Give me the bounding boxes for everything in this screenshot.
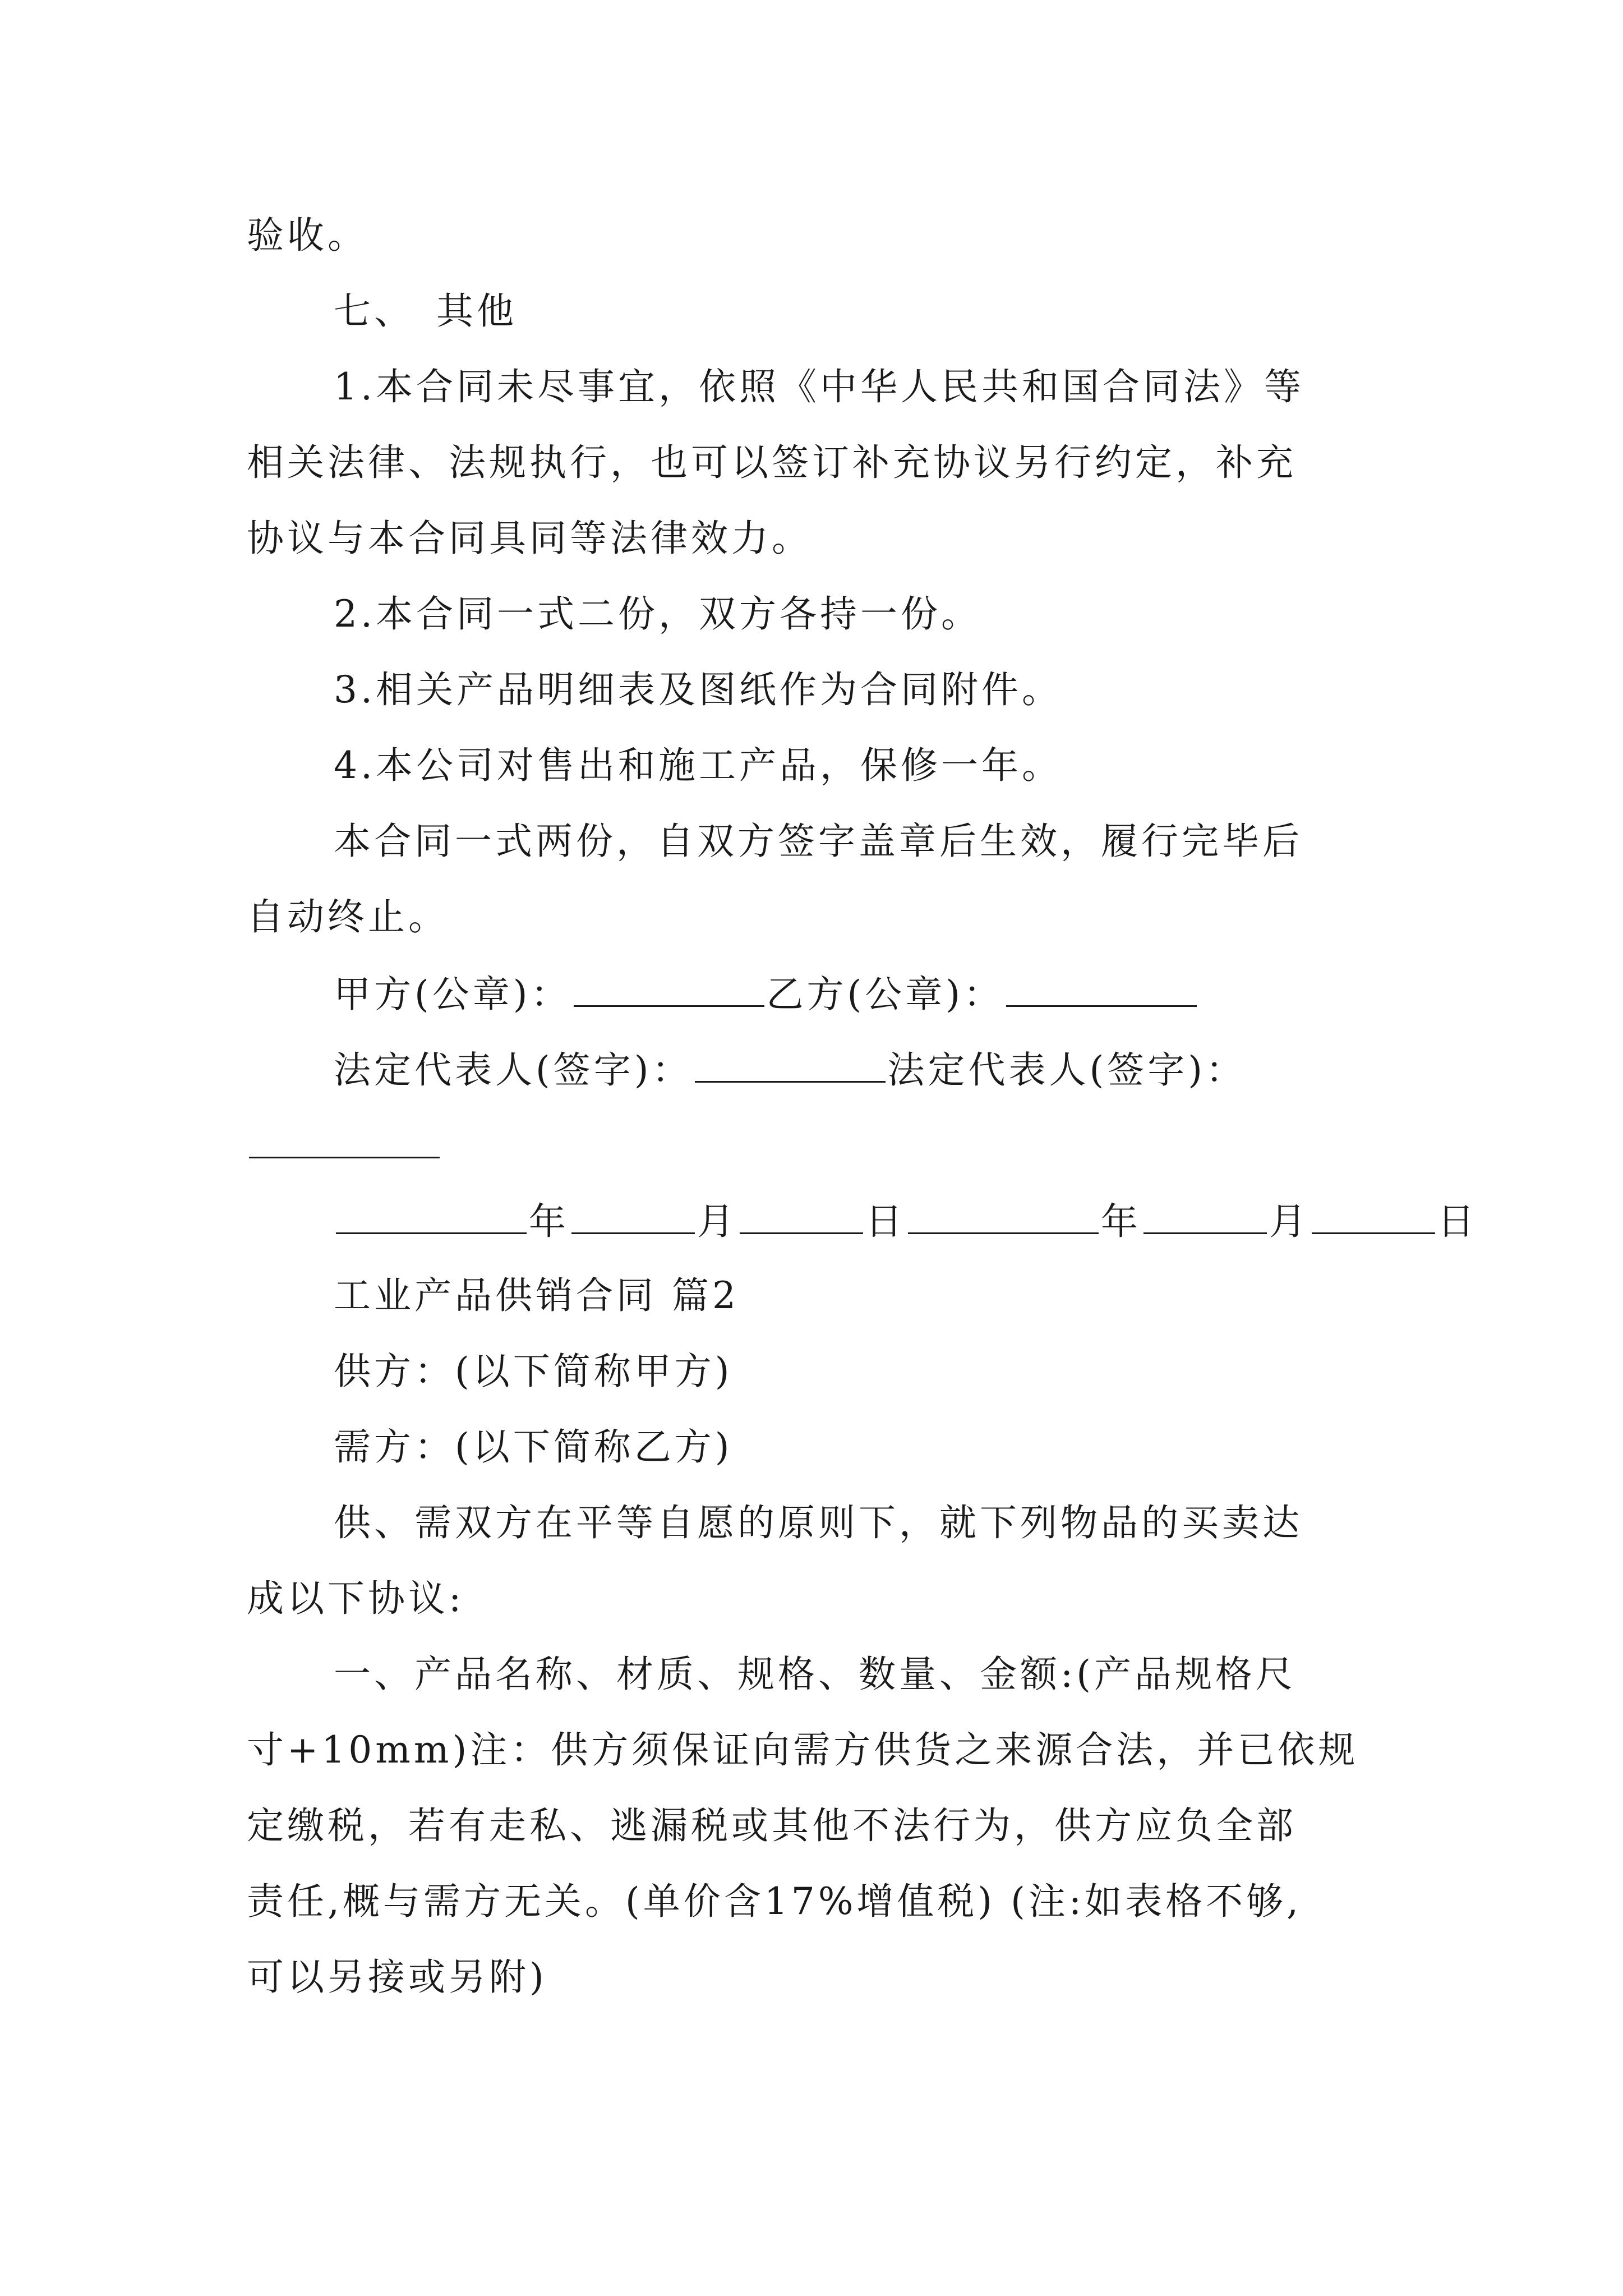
year-label-a: 年	[529, 1200, 569, 1243]
paragraph-line: 验收。	[247, 214, 368, 257]
paragraph-line: 可以另接或另附)	[247, 1955, 547, 1999]
party-b-seal-label: 乙方(公章)：	[766, 973, 1004, 1016]
month-label-a: 月	[697, 1200, 737, 1243]
paragraph-line: 供方：(以下简称甲方)	[334, 1350, 733, 1393]
party-a-seal-blank	[574, 970, 764, 1007]
signature-rep-line	[334, 1046, 1246, 1093]
paragraph-line: 责任,概与需方无关。(单价含17%增值税) (注:如表格不够,	[247, 1880, 1302, 1923]
paragraph-line: 相关法律、法规执行，也可以签订补充协议另行约定，补充	[247, 441, 1297, 484]
day-label-a: 日	[865, 1200, 906, 1243]
paragraph-line: 自动终止。	[247, 895, 449, 938]
year-blank-a	[336, 1198, 527, 1234]
paragraph-line: 3.相关产品明细表及图纸作为合同附件。	[334, 668, 1062, 711]
day-blank-a	[740, 1198, 863, 1234]
paragraph-line: 供、需双方在平等自愿的原则下，就下列物品的买卖达	[334, 1501, 1303, 1544]
party-b-rep-label: 法定代表人(签字)：	[887, 1048, 1246, 1092]
signature-rep-continuation	[247, 1122, 442, 1168]
paragraph-line: 协议与本合同具同等法律效力。	[247, 517, 812, 560]
party-a-rep-blank	[695, 1046, 886, 1083]
signature-party-line	[334, 970, 1199, 1017]
month-label-b: 月	[1269, 1200, 1310, 1243]
paragraph-line: 4.本公司对售出和施工产品，保修一年。	[334, 744, 1062, 787]
paragraph-line: 1.本合同未尽事宜，依照《中华人民共和国合同法》等	[334, 365, 1304, 408]
paragraph-line: 一、产品名称、材质、规格、数量、金额:(产品规格尺	[334, 1653, 1296, 1696]
month-blank-a	[571, 1198, 695, 1234]
date-line	[334, 1198, 1478, 1244]
day-blank-b	[1312, 1198, 1435, 1234]
year-label-b: 年	[1101, 1200, 1141, 1243]
party-a-rep-label: 法定代表人(签字)：	[334, 1048, 693, 1092]
paragraph-line: 2.本合同一式二份，双方各持一份。	[334, 592, 981, 636]
paragraph-line: 需方：(以下简称乙方)	[334, 1425, 733, 1469]
paragraph-line: 定缴税，若有走私、逃漏税或其他不法行为，供方应负全部	[247, 1804, 1297, 1847]
paragraph-line: 寸+10mm)注：供方须保证向需方供货之来源合法，并已依规	[247, 1728, 1359, 1772]
party-b-rep-blank	[249, 1122, 440, 1158]
section-title: 工业产品供销合同 篇2	[334, 1274, 739, 1317]
paragraph-line: 本合同一式两份，自双方签字盖章后生效，履行完毕后	[334, 820, 1303, 863]
section-heading: 七、 其他	[334, 289, 517, 333]
party-b-seal-blank	[1006, 970, 1197, 1007]
month-blank-b	[1144, 1198, 1267, 1234]
year-blank-b	[908, 1198, 1099, 1234]
day-label-b: 日	[1437, 1200, 1478, 1243]
paragraph-line: 成以下协议:	[247, 1577, 465, 1620]
party-a-seal-label: 甲方(公章)：	[334, 973, 571, 1016]
